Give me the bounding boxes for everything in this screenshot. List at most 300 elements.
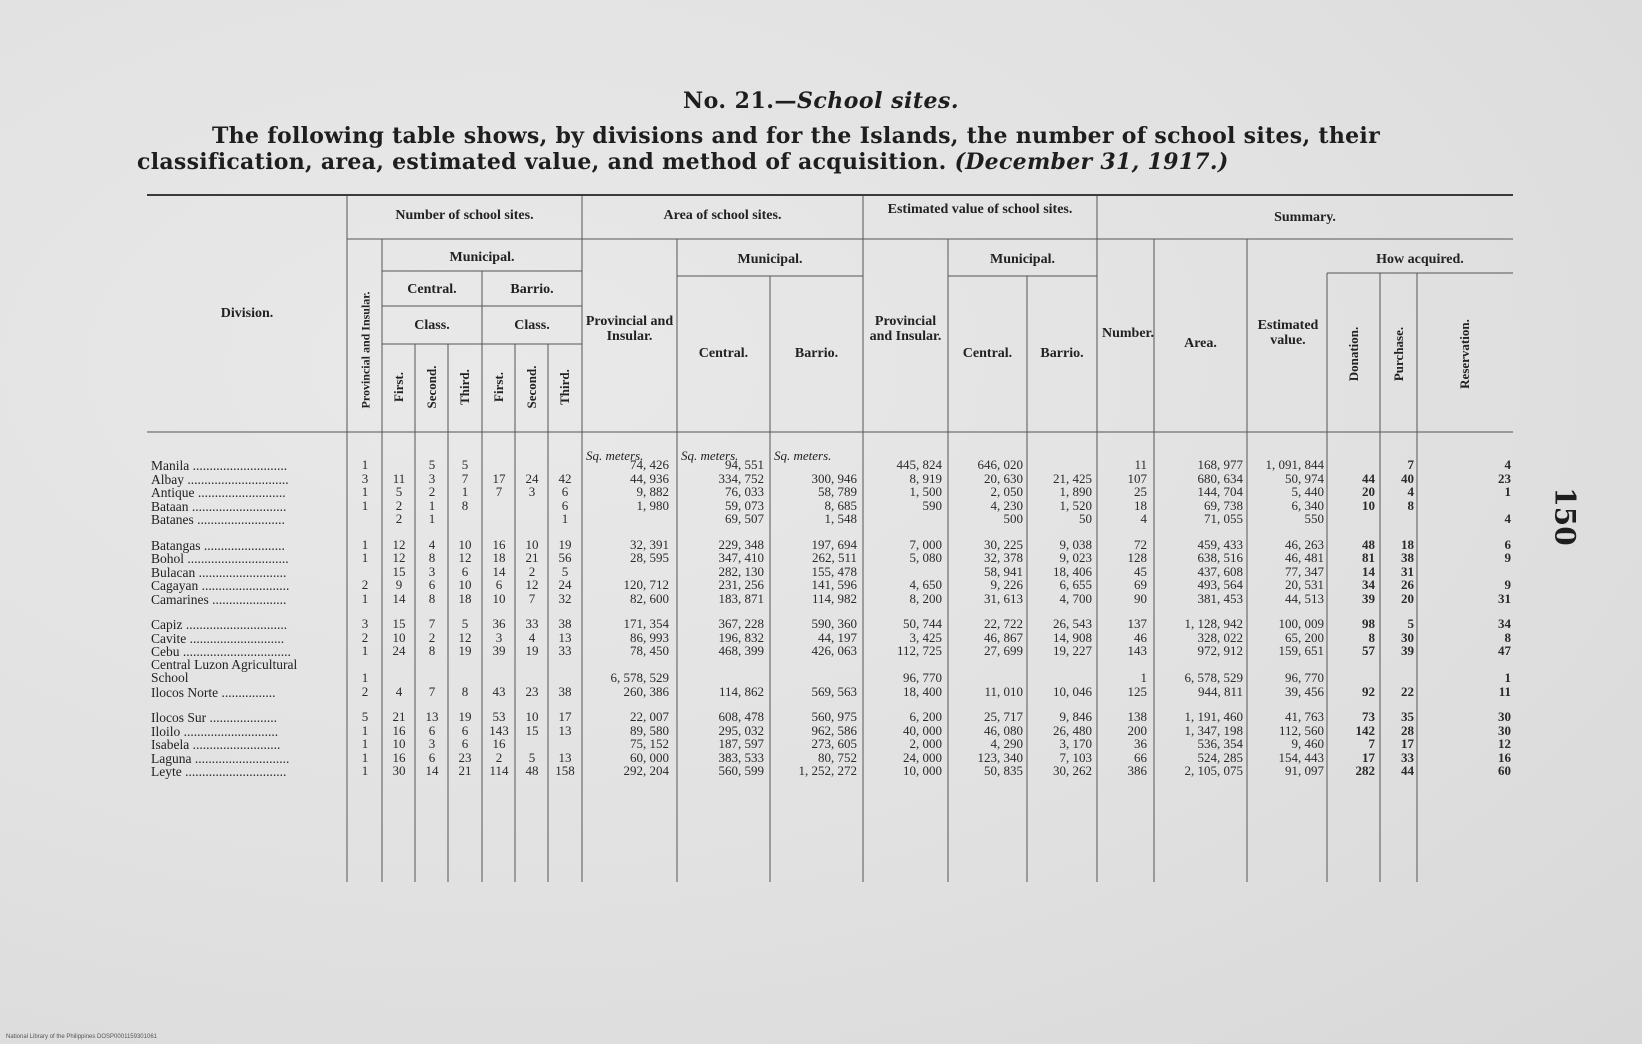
cell-vp: 590 xyxy=(922,497,942,513)
cell-ac: 114, 862 xyxy=(718,683,764,699)
cell-c2: 6 xyxy=(428,749,436,765)
cell-vb: 50 xyxy=(1079,511,1092,526)
cell-pi: 1 xyxy=(361,550,369,565)
cell-vp: 24, 000 xyxy=(903,749,942,765)
header-central-third: Third. xyxy=(457,369,472,405)
row-division-name: Cebu ................................ xyxy=(151,644,291,659)
cell-pur: 22 xyxy=(1401,683,1414,699)
cell-sv: 46, 481 xyxy=(1285,550,1324,565)
cell-ab: 262, 511 xyxy=(811,550,857,565)
cell-pur: 40 xyxy=(1401,470,1414,486)
cell-vp: 1, 500 xyxy=(909,484,942,499)
cell-c1: 11 xyxy=(392,470,406,486)
cell-res: 1 xyxy=(1504,669,1511,685)
cell-don: 10 xyxy=(1362,497,1375,513)
cell-c3: 1 xyxy=(461,484,469,499)
cell-c3: 23 xyxy=(458,749,472,765)
cell-ap: 292, 204 xyxy=(623,763,669,778)
cell-vb: 10, 046 xyxy=(1053,683,1092,699)
cell-c2: 7 xyxy=(428,683,436,699)
cell-sa: 381, 453 xyxy=(1197,590,1243,606)
cell-pi: 2 xyxy=(361,629,369,645)
cell-c1: 15 xyxy=(392,563,406,579)
header-division: Division. xyxy=(220,306,274,321)
cell-vb: 4, 700 xyxy=(1059,590,1092,606)
cell-b3: 6 xyxy=(561,497,569,513)
cell-ab: 1, 548 xyxy=(824,511,857,526)
cell-sa: 168, 977 xyxy=(1197,457,1243,472)
cell-c3: 6 xyxy=(461,722,469,738)
cell-b3: 24 xyxy=(558,577,572,592)
cell-sv: 5, 440 xyxy=(1291,484,1324,499)
cell-c2: 3 xyxy=(428,563,436,579)
cell-b3: 158 xyxy=(555,763,575,778)
cell-b1: 17 xyxy=(492,470,506,486)
cell-b2: 10 xyxy=(525,536,539,552)
cell-ab: 569, 563 xyxy=(811,683,857,699)
header-municipal: Municipal. xyxy=(449,250,515,265)
cell-vb: 14, 908 xyxy=(1053,629,1092,645)
cell-vc: 46, 080 xyxy=(984,722,1023,738)
cell-c3: 10 xyxy=(458,577,472,592)
cell-b1: 6 xyxy=(495,577,503,592)
cell-don: 7 xyxy=(1368,736,1375,751)
cell-ab: 44, 197 xyxy=(818,629,857,645)
cell-sn: 45 xyxy=(1134,563,1147,579)
cell-don: 98 xyxy=(1362,616,1375,631)
cell-c2: 3 xyxy=(428,470,436,486)
cell-sa: 944, 811 xyxy=(1197,683,1243,699)
cell-b3: 1 xyxy=(561,511,569,526)
cell-c3: 12 xyxy=(458,550,472,565)
cell-sv: 9, 460 xyxy=(1291,736,1324,751)
cell-pur: 20 xyxy=(1401,590,1414,606)
cell-sa: 6, 578, 529 xyxy=(1184,669,1243,685)
cell-b1: 14 xyxy=(492,563,506,579)
cell-b2: 21 xyxy=(525,550,539,565)
cell-ab: 426, 063 xyxy=(811,643,857,658)
cell-ab: 300, 946 xyxy=(811,470,857,486)
cell-sn: 125 xyxy=(1127,683,1147,699)
cell-c3: 5 xyxy=(461,616,469,631)
cell-ap: 44, 936 xyxy=(630,470,669,486)
header-how-acquired: How acquired. xyxy=(1376,252,1464,267)
cell-vp: 8, 919 xyxy=(909,470,942,486)
cell-sa: 328, 022 xyxy=(1197,629,1243,645)
header-area-central: Central. xyxy=(698,346,749,361)
cell-pur: 8 xyxy=(1407,497,1414,513)
cell-vc: 20, 630 xyxy=(984,470,1023,486)
cell-res: 12 xyxy=(1498,736,1511,751)
header-sum-area: Area. xyxy=(1184,336,1217,351)
cell-b2: 19 xyxy=(525,643,539,658)
cell-pi: 1 xyxy=(361,536,369,552)
cell-b2: 5 xyxy=(528,749,536,765)
row-division-name: Central Luzon Agricultural School xyxy=(151,656,298,685)
cell-don: 34 xyxy=(1362,577,1375,592)
cell-ab: 141, 596 xyxy=(811,577,857,592)
cell-b3: 17 xyxy=(558,709,572,724)
row-division-name: Manila ............................ xyxy=(151,458,288,473)
cell-c1: 12 xyxy=(392,536,406,552)
row-division-name: Iloilo ............................ xyxy=(151,723,279,739)
cell-ab: 273, 605 xyxy=(811,736,857,751)
cell-vb: 3, 170 xyxy=(1059,736,1092,751)
row-division-name: Ilocos Norte ................ xyxy=(151,684,276,700)
unit-area-central: Sq. meters. xyxy=(681,448,739,463)
cell-b1: 53 xyxy=(492,709,506,724)
cell-sv: 96, 770 xyxy=(1285,669,1324,685)
cell-c2: 14 xyxy=(425,763,439,778)
cell-c1: 4 xyxy=(395,683,403,699)
cell-c3: 18 xyxy=(458,590,472,606)
cell-res: 9 xyxy=(1504,577,1511,592)
cell-vp: 4, 650 xyxy=(909,577,942,592)
cell-sv: 100, 009 xyxy=(1278,616,1324,631)
cell-sa: 71, 055 xyxy=(1204,511,1243,526)
header-value-central: Central. xyxy=(962,346,1013,361)
cell-sa: 437, 608 xyxy=(1197,563,1243,579)
cell-ab: 8, 685 xyxy=(824,497,857,513)
header-area-municipal: Municipal. xyxy=(737,252,803,267)
cell-ac: 334, 752 xyxy=(718,470,764,486)
cell-vp: 50, 744 xyxy=(903,616,942,631)
cell-vc: 4, 290 xyxy=(990,736,1023,751)
cell-pur: 4 xyxy=(1407,484,1414,499)
cell-sa: 1, 128, 942 xyxy=(1184,616,1243,631)
cell-sn: 66 xyxy=(1134,749,1147,765)
cell-pur: 17 xyxy=(1401,736,1414,751)
cell-ap: 6, 578, 529 xyxy=(610,669,669,685)
cell-vc: 2, 050 xyxy=(990,484,1023,499)
cell-ac: 468, 399 xyxy=(718,643,764,658)
cell-ac: 76, 033 xyxy=(725,484,764,499)
cell-vb: 21, 425 xyxy=(1053,470,1092,486)
row-division-name: Isabela .......................... xyxy=(151,737,281,752)
cell-res: 4 xyxy=(1504,511,1511,526)
cell-vb: 26, 543 xyxy=(1053,616,1092,631)
cell-vb: 1, 520 xyxy=(1059,497,1092,513)
cell-don: 17 xyxy=(1362,749,1375,765)
cell-vb: 26, 480 xyxy=(1053,722,1092,738)
cell-vc: 25, 717 xyxy=(984,709,1023,724)
row-division-name: Leyte .............................. xyxy=(151,764,287,779)
cell-vb: 6, 655 xyxy=(1059,577,1092,592)
cell-vp: 5, 080 xyxy=(909,550,942,565)
cell-vp: 10, 000 xyxy=(903,763,942,778)
cell-ab: 58, 789 xyxy=(818,484,857,499)
cell-sv: 154, 443 xyxy=(1278,749,1324,765)
cell-c1: 9 xyxy=(395,577,403,592)
header-purchase: Purchase. xyxy=(1391,326,1406,382)
cell-sv: 65, 200 xyxy=(1285,629,1324,645)
cell-vb: 7, 103 xyxy=(1059,749,1092,765)
cell-vc: 4, 230 xyxy=(990,497,1023,513)
cell-c2: 8 xyxy=(428,590,436,606)
cell-pi: 5 xyxy=(361,709,369,724)
header-area-group: Area of school sites. xyxy=(663,208,782,223)
cell-res: 1 xyxy=(1504,484,1511,499)
cell-pur: 18 xyxy=(1401,536,1414,552)
cell-ac: 367, 228 xyxy=(718,616,764,631)
cell-b3: 5 xyxy=(561,563,569,579)
header-summary: Summary. xyxy=(1274,210,1336,225)
cell-b1: 18 xyxy=(492,550,506,565)
cell-res: 60 xyxy=(1498,763,1511,778)
cell-sa: 69, 738 xyxy=(1204,497,1243,513)
cell-vc: 500 xyxy=(1003,511,1023,526)
cell-c3: 19 xyxy=(458,709,472,724)
cell-pur: 31 xyxy=(1401,563,1414,579)
cell-sn: 4 xyxy=(1140,511,1147,526)
header-class-central: Class. xyxy=(414,318,450,333)
cell-sv: 77, 347 xyxy=(1285,563,1324,579)
cell-sn: 18 xyxy=(1134,497,1147,513)
cell-c2: 2 xyxy=(428,629,436,645)
cell-c2: 4 xyxy=(428,536,436,552)
cell-vp: 2, 000 xyxy=(909,736,942,751)
page-number: 150 xyxy=(1548,487,1582,546)
cell-pur: 33 xyxy=(1401,749,1414,765)
cell-res: 9 xyxy=(1504,550,1511,565)
cell-b2: 24 xyxy=(525,470,539,486)
unit-area-barrio: Sq. meters. xyxy=(774,448,832,463)
header-donation: Donation. xyxy=(1346,326,1361,382)
cell-ac: 347, 410 xyxy=(718,550,764,565)
row-division-name: Ilocos Sur .................... xyxy=(151,710,277,725)
cell-ap: 60, 000 xyxy=(630,749,669,765)
cell-b1: 16 xyxy=(492,736,506,751)
cell-b2: 48 xyxy=(525,763,539,778)
cell-b3: 42 xyxy=(558,470,572,486)
cell-sn: 90 xyxy=(1134,590,1147,606)
cell-b3: 38 xyxy=(558,616,572,631)
cell-c2: 1 xyxy=(428,511,436,526)
cell-b2: 3 xyxy=(528,484,536,499)
intro-paragraph: The following table shows, by divisions and for the Islands, the number of school sites, their classification, area, estimated value, and method of acquisition. (December 31, 1917.) xyxy=(137,123,1380,175)
cell-ab: 80, 752 xyxy=(818,749,857,765)
cell-c1: 16 xyxy=(392,722,406,738)
cell-pi: 1 xyxy=(361,457,369,472)
header-area-barrio: Barrio. xyxy=(794,346,839,361)
cell-vp: 7, 000 xyxy=(909,536,942,552)
row-division-name: Bohol .............................. xyxy=(151,551,289,566)
header-central: Central. xyxy=(407,282,457,297)
cell-sn: 25 xyxy=(1134,484,1147,499)
cell-sa: 680, 634 xyxy=(1197,470,1243,486)
cell-pur: 5 xyxy=(1407,616,1414,631)
cell-sn: 143 xyxy=(1127,643,1147,658)
cell-ap: 1, 980 xyxy=(636,497,669,513)
row-division-name: Camarines ...................... xyxy=(151,591,287,607)
row-division-name: Batangas ........................ xyxy=(151,537,285,553)
cell-pi: 1 xyxy=(361,749,369,765)
cell-vc: 30, 225 xyxy=(984,536,1023,552)
cell-b3: 19 xyxy=(558,536,572,552)
cell-c1: 15 xyxy=(392,616,406,631)
cell-vc: 9, 226 xyxy=(990,577,1023,592)
cell-ap: 171, 354 xyxy=(623,616,669,631)
cell-b3: 32 xyxy=(558,590,572,606)
header-barrio-first: First. xyxy=(491,372,506,402)
header-central-first: First. xyxy=(391,372,406,402)
cell-b1: 36 xyxy=(492,616,506,631)
header-barrio-third: Third. xyxy=(557,369,572,405)
cell-sa: 972, 912 xyxy=(1197,643,1243,658)
cell-don: 48 xyxy=(1362,536,1375,552)
cell-b1: 3 xyxy=(495,629,503,645)
cell-vb: 9, 846 xyxy=(1059,709,1092,724)
cell-ab: 1, 252, 272 xyxy=(798,763,857,778)
cell-don: 282 xyxy=(1355,763,1375,778)
cell-pi: 2 xyxy=(361,683,369,699)
cell-pi: 1 xyxy=(361,736,369,751)
cell-res: 11 xyxy=(1498,683,1511,699)
header-area-prov: Provincial and Insular. xyxy=(585,314,674,344)
cell-res: 16 xyxy=(1498,749,1511,765)
cell-sn: 72 xyxy=(1134,536,1147,552)
header-prov-ins: Provincial and Insular. xyxy=(358,291,373,409)
cell-don: 8 xyxy=(1368,629,1375,645)
cell-vc: 46, 867 xyxy=(984,629,1023,645)
cell-don: 20 xyxy=(1362,484,1375,499)
row-division-name: Cavite ............................ xyxy=(151,630,285,646)
cell-ab: 962, 586 xyxy=(811,722,857,738)
cell-pi: 1 xyxy=(361,484,369,499)
cell-sn: 1 xyxy=(1140,669,1147,685)
cell-c1: 10 xyxy=(392,736,406,751)
cell-ap: 82, 600 xyxy=(630,590,669,606)
cell-b3: 13 xyxy=(558,629,572,645)
cell-don: 92 xyxy=(1362,683,1375,699)
cell-ac: 187, 597 xyxy=(718,736,764,751)
cell-c2: 2 xyxy=(428,484,436,499)
cell-vc: 27, 699 xyxy=(984,643,1023,658)
cell-ap: 28, 595 xyxy=(630,550,669,565)
cell-vc: 646, 020 xyxy=(977,457,1023,472)
cell-sv: 91, 097 xyxy=(1285,763,1324,778)
cell-c2: 13 xyxy=(425,709,439,724)
cell-sa: 524, 285 xyxy=(1197,749,1243,765)
footer-credit: National Library of the Philippines DOSP0001159301061 xyxy=(6,1034,157,1040)
cell-b3: 13 xyxy=(558,722,572,738)
cell-res: 6 xyxy=(1504,536,1511,552)
school-sites-table xyxy=(147,196,1513,882)
cell-c3: 6 xyxy=(461,736,469,751)
cell-vc: 31, 613 xyxy=(984,590,1023,606)
header-value-barrio: Barrio. xyxy=(1040,346,1084,361)
row-division-name: Albay .............................. xyxy=(151,471,289,487)
header-class-barrio: Class. xyxy=(514,318,550,333)
cell-c2: 6 xyxy=(428,577,436,592)
cell-b3: 38 xyxy=(558,683,572,699)
cell-c2: 1 xyxy=(428,497,436,513)
cell-ac: 94, 551 xyxy=(725,457,764,472)
cell-vb: 9, 038 xyxy=(1059,536,1092,552)
cell-pur: 30 xyxy=(1401,629,1414,645)
cell-sa: 1, 347, 198 xyxy=(1184,722,1243,738)
cell-ac: 231, 256 xyxy=(718,577,764,592)
cell-ac: 560, 599 xyxy=(718,763,764,778)
cell-vp: 6, 200 xyxy=(909,709,942,724)
cell-sa: 1, 191, 460 xyxy=(1184,709,1243,724)
cell-pur: 39 xyxy=(1401,643,1414,658)
cell-ac: 183, 871 xyxy=(718,590,764,606)
cell-ab: 197, 694 xyxy=(811,536,857,552)
cell-c3: 12 xyxy=(458,629,472,645)
cell-ap: 74, 426 xyxy=(630,457,669,472)
cell-pi: 1 xyxy=(361,497,369,513)
cell-c3: 7 xyxy=(461,470,469,486)
cell-vp: 112, 725 xyxy=(896,643,942,658)
cell-ap: 120, 712 xyxy=(623,577,669,592)
cell-sn: 386 xyxy=(1127,763,1147,778)
cell-c1: 30 xyxy=(392,763,406,778)
cell-don: 81 xyxy=(1362,550,1375,565)
header-central-second: Second. xyxy=(424,365,439,409)
cell-b1: 10 xyxy=(492,590,506,606)
cell-b1: 16 xyxy=(492,536,506,552)
cell-pi: 1 xyxy=(361,763,369,778)
cell-c2: 8 xyxy=(428,643,436,658)
cell-ac: 59, 073 xyxy=(725,497,764,513)
cell-c2: 5 xyxy=(428,457,436,472)
row-division-name: Batanes .......................... xyxy=(151,512,285,527)
cell-vc: 50, 835 xyxy=(984,763,1023,778)
cell-don: 44 xyxy=(1362,470,1375,486)
cell-b1: 7 xyxy=(495,484,503,499)
header-sum-number: Number. xyxy=(1102,326,1154,341)
cell-sv: 6, 340 xyxy=(1291,497,1324,513)
cell-res: 30 xyxy=(1498,722,1511,738)
cell-sn: 137 xyxy=(1127,616,1147,631)
cell-c3: 6 xyxy=(461,563,469,579)
row-division-name: Bulacan .......................... xyxy=(151,564,287,580)
cell-b1: 43 xyxy=(492,683,506,699)
cell-ab: 560, 975 xyxy=(811,709,857,724)
cell-c1: 21 xyxy=(392,709,406,724)
cell-sn: 128 xyxy=(1127,550,1147,565)
cell-ac: 229, 348 xyxy=(718,536,764,552)
cell-sa: 638, 516 xyxy=(1197,550,1243,565)
cell-don: 142 xyxy=(1355,722,1375,738)
cell-vp: 18, 400 xyxy=(903,683,942,699)
cell-vp: 3, 425 xyxy=(909,629,942,645)
cell-sv: 44, 513 xyxy=(1285,590,1324,606)
row-division-name: Capiz .............................. xyxy=(151,617,288,632)
cell-b2: 15 xyxy=(525,722,539,738)
cell-b1: 143 xyxy=(489,722,509,738)
header-sum-value: Estimated value. xyxy=(1257,318,1319,348)
cell-res: 47 xyxy=(1498,643,1511,658)
cell-b2: 23 xyxy=(525,683,539,699)
cell-c1: 16 xyxy=(392,749,406,765)
page-title: No. 21.—School sites. xyxy=(682,88,960,114)
cell-ap: 86, 993 xyxy=(630,629,669,645)
cell-don: 39 xyxy=(1362,590,1375,606)
cell-don: 73 xyxy=(1362,709,1375,724)
cell-pur: 44 xyxy=(1401,763,1414,778)
cell-b1: 2 xyxy=(495,749,503,765)
cell-c1: 2 xyxy=(395,511,403,526)
cell-b2: 2 xyxy=(528,563,536,579)
cell-don: 14 xyxy=(1362,563,1375,579)
cell-c1: 10 xyxy=(392,629,406,645)
cell-b1: 39 xyxy=(492,643,506,658)
cell-sv: 159, 651 xyxy=(1278,643,1324,658)
cell-pur: 38 xyxy=(1401,550,1414,565)
cell-b3: 33 xyxy=(558,643,572,658)
